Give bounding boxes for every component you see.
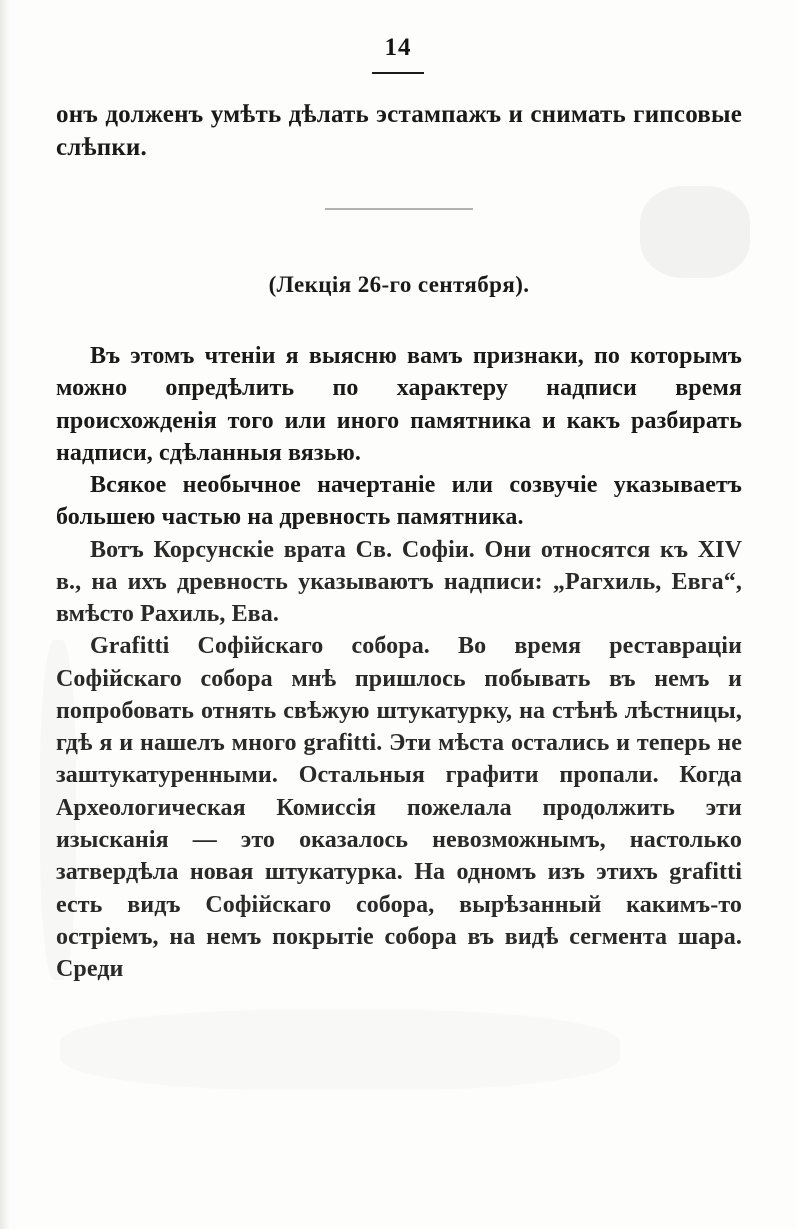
page-content [56, 98, 742, 985]
paragraph: Всякое необычное начертаніе или созвучіе указываетъ большею частью на древность памятника. [56, 472, 742, 531]
page-number-rule [372, 72, 424, 74]
lead-paragraph: онъ долженъ умѣть дѣлать эстампажъ и снимать гипсовые слѣпки. [56, 101, 742, 161]
paragraph: Grafitti Софійскаго собора. Во время реставраціи Софійскаго собора мнѣ пришлось побывать въ немъ и попробовать отнять свѣжую штукатурку, на стѣнѣ лѣстницы, гдѣ я и нашелъ много grafitti. Эти мѣста остались и теперь не заштукатуренными. Остальныя графити пропали. Когда Археологическая Комиссія пожелала продолжить эти изысканія — это оказалось невозможнымъ, настолько затвердѣла новая штукатурка. На одномъ изъ этихъ grafitti есть видъ Софійскаго собора, вырѣзанный какимъ-то остріемъ, на немъ покрытіе собора въ видѣ сегмента шара. Среди [56, 633, 742, 983]
paragraph: Въ этомъ чтеніи я выясню вамъ признаки, по которымъ можно опредѣлить по характеру надписи время происхожденія того или иного памятника и какъ разбирать надписи, сдѣланныя вязью. [56, 343, 742, 466]
body-text [56, 340, 742, 985]
lecture-heading: (Лекція 26-го сентября). [268, 272, 530, 297]
page-edge-shadow [0, 0, 10, 1229]
scan-artifact [60, 1010, 620, 1090]
paragraph: Вотъ Корсунскіе врата Св. Софіи. Они относятся къ XIV в., на ихъ древность указываютъ надписи: „Рагхиль, Евга“, вмѣсто Рахиль, Ева. [56, 536, 742, 628]
section-divider [325, 208, 473, 210]
page-number: 14 [384, 34, 412, 61]
